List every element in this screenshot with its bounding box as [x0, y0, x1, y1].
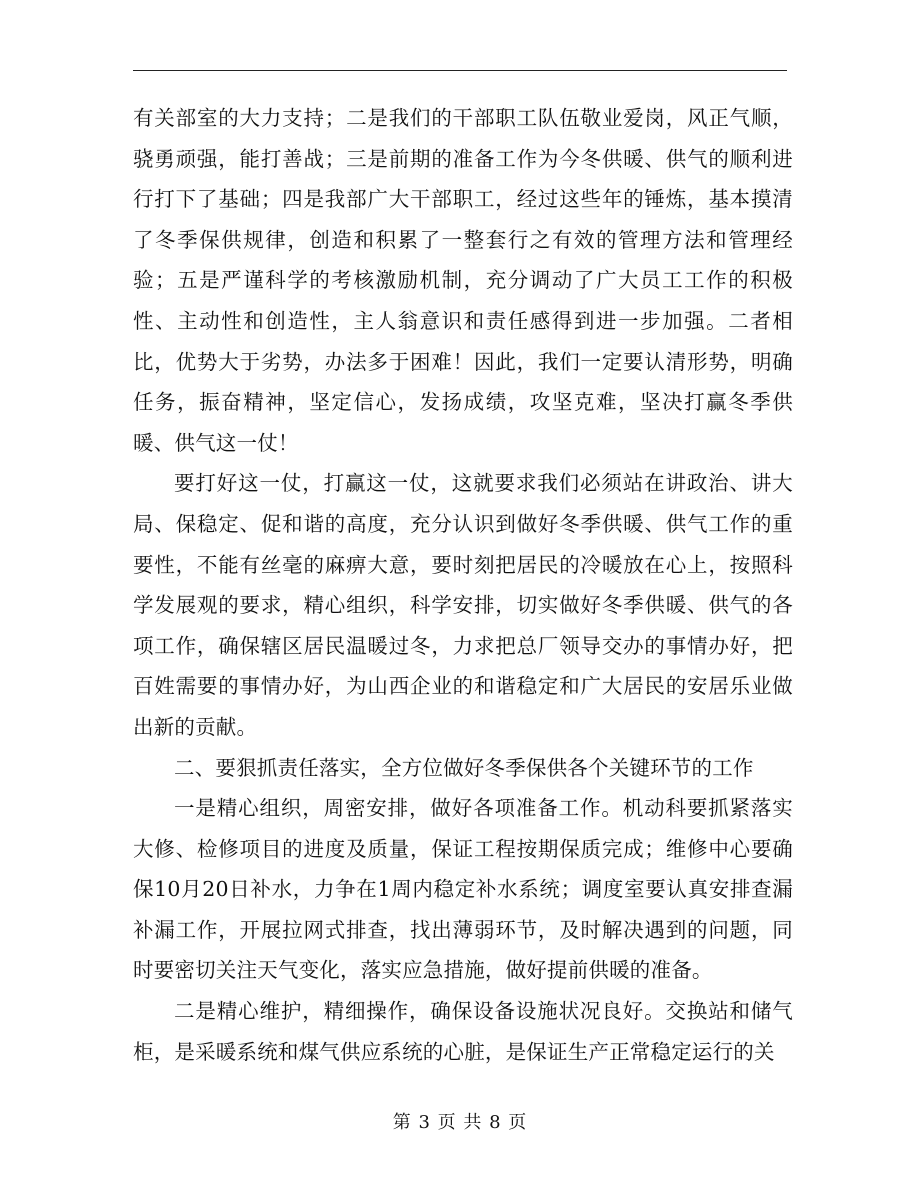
body-text	[133, 98, 793, 1072]
header-rule	[133, 70, 787, 71]
paragraph: 有关部室的大力支持；二是我们的干部职工队伍敬业爱岗，风正气顺，骁勇顽强，能打善战；三是前期的准备工作为今冬供暖、供气的顺利进行打下了基础；四是我部广大干部职工，经过这些年的锤炼，基本摸清了冬季保供规律，创造和积累了一整套行之有效的管理方法和管理经验；五是严谨科学的考核激励机制，充分调动了广大员工工作的积极性、主动性和创造性，主人翁意识和责任感得到进一步加强。二者相比，优势大于劣势，办法多于困难！因此，我们一定要认清形势，明确任务，振奋精神，坚定信心，发扬成绩，攻坚克难，坚决打赢冬季供暖、供气这一仗！	[133, 106, 793, 455]
page-footer	[0, 1112, 920, 1134]
page-number-label: 第 3 页 共 8 页	[392, 1112, 528, 1133]
paragraph: 二是精心维护，精细操作，确保设备设施状况良好。交换站和储气柜，是采暖系统和煤气供应系统的心脏，是保证生产正常稳定运行的关	[133, 999, 793, 1064]
paragraph: 要打好这一仗，打赢这一仗，这就要求我们必须站在讲政治、讲大局、保稳定、促和谐的高度，充分认识到做好冬季供暖、供气工作的重要性，不能有丝毫的麻痹大意，要时刻把居民的冷暖放在心上，按照科学发展观的要求，精心组织，科学安排，切实做好冬季供暖、供气的各项工作，确保辖区居民温暖过冬，力求把总厂领导交办的事情办好，把百姓需要的事情办好，为山西企业的和谐稳定和广大居民的安居乐业做出新的贡献。	[133, 471, 793, 739]
section-heading: 二、要狠抓责任落实，全方位做好冬季保供各个关键环节的工作	[174, 755, 754, 780]
paragraph: 一是精心组织，周密安排，做好各项准备工作。机动科要抓紧落实大修、检修项目的进度及质量，保证工程按期保质完成；维修中心要确保10月20日补水，力争在1周内稳定补水系统；调度室要认真安排查漏补漏工作，开展拉网式排查，找出薄弱环节，及时解决遇到的问题，同时要密切关注天气变化，落实应急措施，做好提前供暖的准备。	[133, 796, 793, 983]
